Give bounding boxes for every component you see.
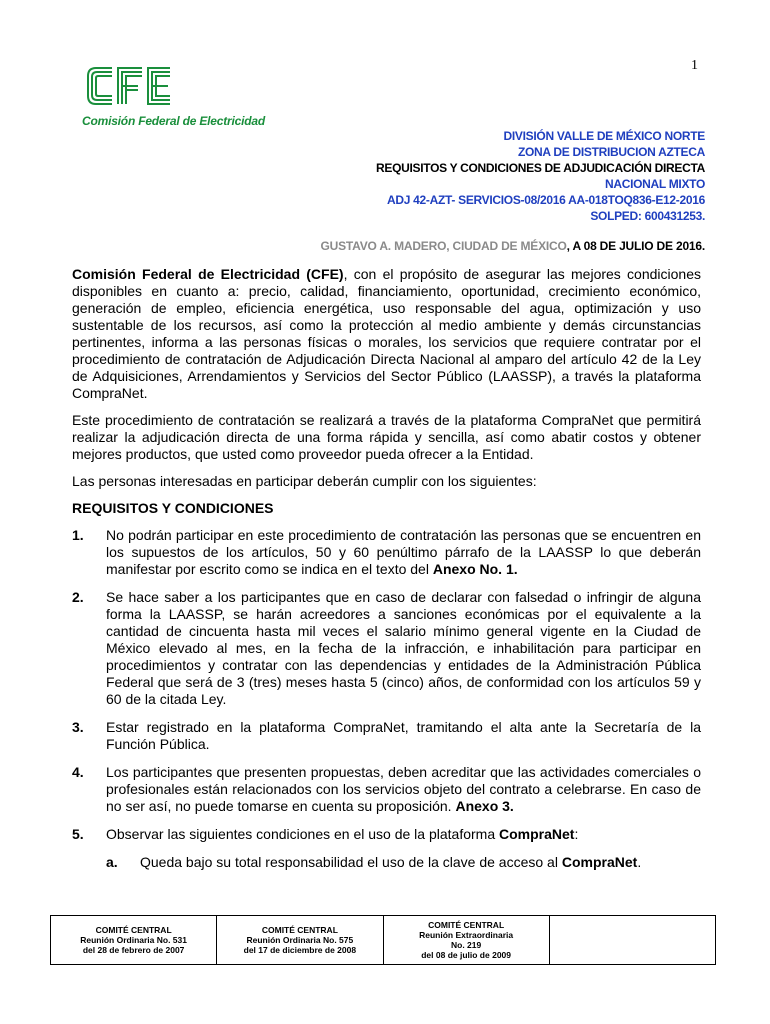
participants-paragraph: Las personas interesadas en participar deberán cumplir con los siguientes: [72, 473, 537, 489]
header-title: REQUISITOS Y CONDICIONES DE ADJUDICACIÓN DIRECTA [376, 161, 705, 175]
item-number: 1. [72, 527, 84, 543]
footer-cell: COMITÉ CENTRAL Reunión Ordinaria No. 531 del 28 de febrero de 2007 [51, 916, 217, 964]
item-text: No podrán participar en este procedimiento de contratación las personas que se encuentren en los supuestos de los artículos, 50 y 60 penúltimo párrafo de la LAASSP lo que deberán manifestar por escrito como se indica en el texto del Anexo No. 1. [106, 527, 701, 577]
document-body [72, 266, 701, 882]
requirement-item [72, 764, 701, 815]
requirement-item [72, 826, 701, 843]
footer-cell: COMITÉ CENTRAL Reunión Extraordinaria No. 219 del 08 de julio de 2009 [384, 916, 550, 964]
header-division: DIVISIÓN VALLE DE MÉXICO NORTE [503, 129, 705, 143]
place-date-line [321, 239, 706, 253]
item-number: 2. [72, 589, 84, 605]
footer-committee-table [50, 915, 716, 965]
cfe-logo [82, 60, 265, 128]
item-number: 5. [72, 826, 84, 842]
page-number: 1 [691, 58, 698, 73]
item-text: Se hace saber a los participantes que en caso de declarar con falsedad o infringir de alguna forma la LAASSP, se harán acreedores a sanciones económicas por el equivalente a la cantidad de cincuenta hasta mil veces el salario mínimo general vigente en la Ciudad de México elevado al mes, en la fecha de la infracción, e inhabilitación para participar en procedimientos y contratar con las dependencias y entidades de la Administración Pública Federal que será de 3 (tres) meses hasta 5 (cinco) años, de conformidad con los artículos 59 y 60 de la citada Ley. [106, 589, 701, 707]
requirement-item [72, 719, 701, 753]
footer-cell-empty [550, 916, 715, 964]
header-zone: ZONA DE DISTRIBUCION AZTECA [517, 145, 705, 159]
document-header [376, 128, 705, 224]
header-type: NACIONAL MIXTO [604, 177, 705, 191]
item-text: Los participantes que presenten propuestas, deben acreditar que las actividades comerciales o profesionales están relacionados con los servicios objeto del contrato a celebrarse. En caso de no ser así, no puede tomarse en cuenta su proposición. Anexo 3. [106, 764, 701, 814]
intro-text: , con el propósito de asegurar las mejores condiciones disponibles en cuanto a: precio, calidad, financiamiento, oportunidad, crecimiento económico, generación de empleo, eficiencia energética, uso responsable del agua, optimización y uso sustentable de los recursos, así como la protección al medio ambiente y demás circunstancias pertinentes, informa a las personas físicas o morales, los servicios que requiere contratar por el procedimiento de contratación de Adjudicación Directa Nacional al amparo del artículo 42 de la Ley de Adquisiciones, Arrendamientos y Servicios del Sector Público (LAASSP), a través la plataforma CompraNet. [72, 266, 701, 401]
requirement-item [72, 589, 701, 708]
place-city: GUSTAVO A. MADERO, CIUDAD DE MÉXICO [320, 239, 567, 253]
place-date: , A 08 DE JULIO DE 2016. [566, 239, 705, 253]
item-text: Observar las siguientes condiciones en el uso de la plataforma CompraNet: [106, 826, 579, 842]
footer-cell: COMITÉ CENTRAL Reunión Ordinaria No. 575 del 17 de diciembre de 2008 [217, 916, 383, 964]
intro-paragraph [72, 266, 701, 402]
header-reference: ADJ 42-AZT- SERVICIOS-08/2016 AA-018TOQ836-E12-2016 [387, 193, 705, 207]
item-number: 4. [72, 764, 84, 780]
intro-lead: Comisión Federal de Electricidad (CFE) [72, 266, 344, 282]
item-text: Estar registrado en la plataforma CompraNet, tramitando el alta ante la Secretaría de la Función Pública. [106, 719, 701, 752]
item-number: 3. [72, 719, 84, 735]
subitem-letter: a. [106, 854, 118, 870]
requirement-subitem [106, 854, 701, 871]
subitem-text: Queda bajo su total responsabilidad el uso de la clave de acceso al CompraNet. [140, 854, 642, 870]
procedure-paragraph: Este procedimiento de contratación se realizará a través de la plataforma CompraNet que permitirá realizar la adjudicación directa de una forma rápida y sencilla, así como abatir costos y obtener mejores productos, que usted como proveedor pueda ofrecer a la Entidad. [72, 412, 701, 462]
requirement-item [72, 527, 701, 578]
logo-caption: Comisión Federal de Electricidad [82, 114, 265, 128]
cfe-logo-mark [82, 60, 174, 112]
header-solped: SOLPED: 600431253. [590, 209, 705, 223]
section-title: REQUISITOS Y CONDICIONES [72, 500, 274, 516]
